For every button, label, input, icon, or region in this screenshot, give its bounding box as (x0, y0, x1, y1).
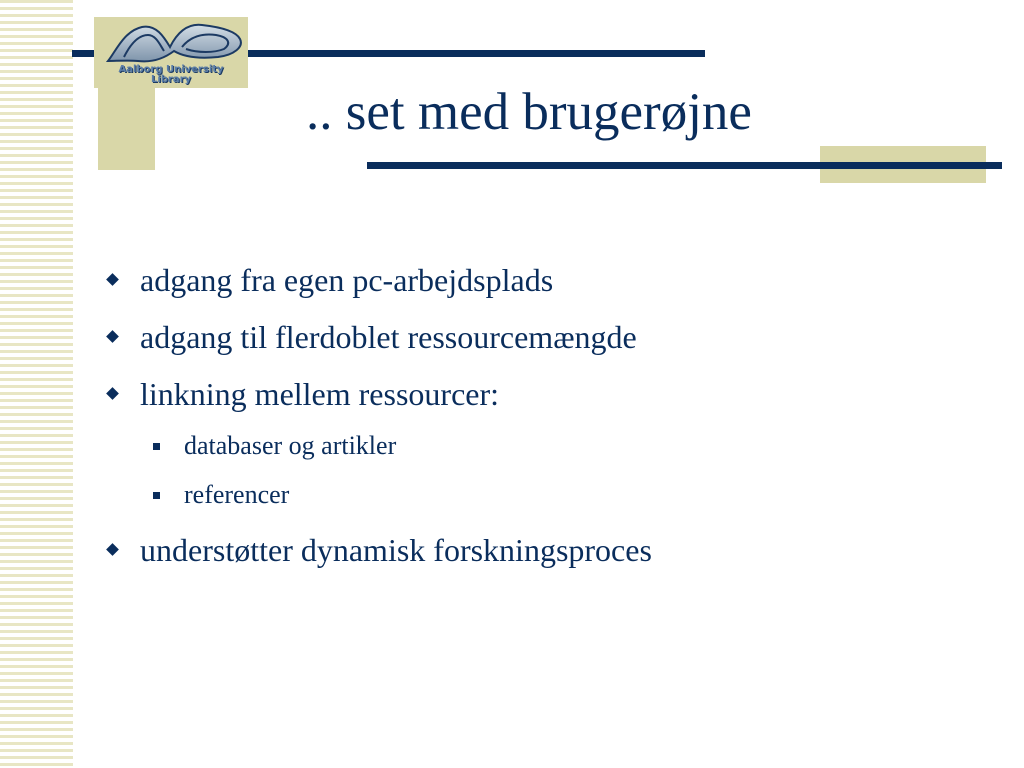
bullet-item (105, 319, 637, 355)
bullet-text: understøtter dynamisk forskningsproces (140, 532, 652, 568)
logo-text-line2: Library (150, 74, 192, 85)
bullet-text: adgang til flerdoblet ressourcemængde (140, 319, 637, 355)
logo-text-line1: Aalborg University (118, 64, 224, 75)
diamond-bullet-icon (105, 262, 121, 298)
sub-bullet-item (151, 480, 289, 510)
bullet-item (105, 532, 652, 568)
bullet-text: linkning mellem ressourcer: (140, 376, 500, 412)
square-bullet-icon (151, 480, 163, 510)
slide-title: .. set med brugerøjne (306, 83, 752, 141)
diamond-bullet-icon (105, 376, 121, 412)
diamond-bullet-icon (105, 319, 121, 355)
sub-bullet-text: databaser og artikler (184, 431, 397, 460)
bullet-item (105, 262, 553, 298)
bullet-item (105, 376, 499, 412)
square-bullet-icon (151, 431, 163, 461)
sub-bullet-item (151, 431, 396, 461)
bullet-text: adgang fra egen pc-arbejdsplads (140, 262, 554, 298)
sub-bullet-text: referencer (184, 480, 290, 509)
diamond-bullet-icon (105, 532, 121, 568)
